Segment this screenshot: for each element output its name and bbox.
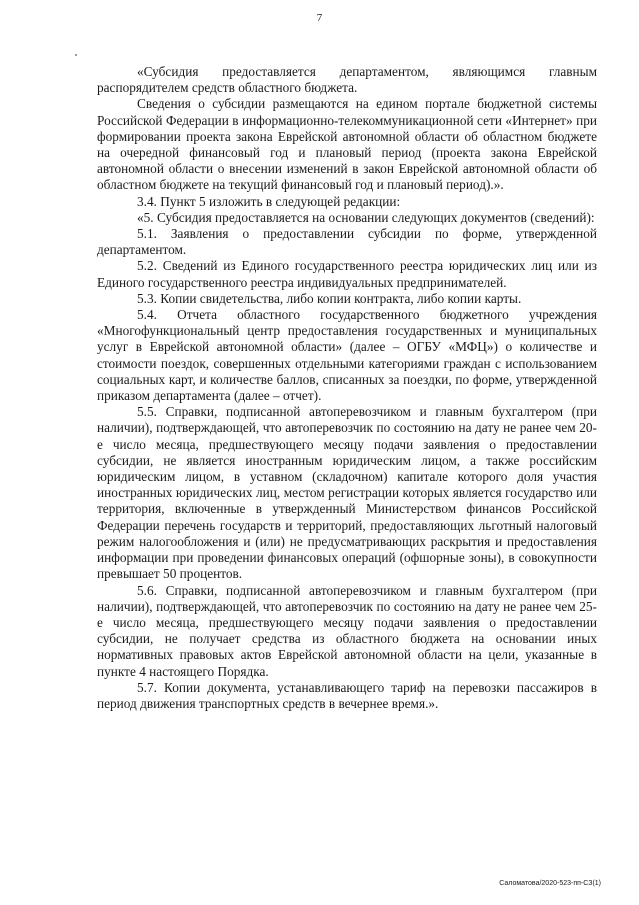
document-body	[97, 64, 597, 712]
paragraph-item-5: «5. Субсидия предоставляется на основании следующих документов (сведений):	[137, 209, 595, 225]
paragraph-item-5-7: 5.7. Копии документа, устанавливающего тариф на перевозки пассажиров в период движения транспортных средств в вечернее время.».	[97, 679, 597, 711]
paragraph-item-5-2: 5.2. Сведений из Единого государственного реестра юридических лиц или из Единого государственного реестра индивидуальных предпринимателей.	[97, 258, 597, 290]
page-number: 7	[316, 12, 323, 24]
paragraph-item-3-4: 3.4. Пункт 5 изложить в следующей редакции:	[137, 193, 401, 209]
paragraph-subsidy-info: Сведения о субсидии размещаются на едином портале бюджетной системы Российской Федерации в информационно-телекоммуникационной сети «Интернет» при формировании проекта закона Еврейской автономной области об областном бюджете на очередной финансовый год и плановый период (проекта закона Еврейской автономной области о внесении изменений в закон Еврейской автономной области об областном бюджете на текущий финансовый год и плановый период).».	[97, 96, 597, 193]
paragraph-item-5-1: 5.1. Заявления о предоставлении субсидии по форме, утвержденной департаментом.	[97, 226, 597, 258]
paragraph-item-5-6: 5.6. Справки, подписанной автоперевозчиком и главным бухгалтером (при наличии), подтверждающей, что автоперевозчик по состоянию на дату не ранее чем 25-е число месяца, предшествующего месяцу подачи заявления о предоставлении субсидии, не получает средства из областного бюджета на основании иных нормативных правовых актов Еврейской автономной области на цели, указанные в пункте 4 настоящего Порядка.	[97, 582, 597, 679]
document-footer-code: Саломатова/2020-523-пп-СЗ(1)	[499, 880, 601, 887]
paragraph-item-5-5: 5.5. Справки, подписанной автоперевозчиком и главным бухгалтером (при наличии), подтверждающей, что автоперевозчик по состоянию на дату не ранее чем 20-е число месяца, предшествующего месяцу подачи заявления о предоставлении субсидии, не является иностранным юридическим лицом, а также российским юридическим лицом, в уставном (складочном) капитале которого доля участия иностранных юридических лиц, местом регистрации которых является государство или территория, включенные в утвержденный Министерством финансов Российской Федерации перечень государств и территорий, предоставляющих льготный налоговый режим налогообложения и (или) не предусматривающих раскрытия и предоставления информации при проведении финансовых операций (офшорные зоны), в совокупности превышает 50 процентов.	[97, 404, 597, 582]
paragraph-subsidy-provider: «Субсидия предоставляется департаментом, являющимся главным распорядителем средств областного бюджета.	[97, 64, 597, 96]
paragraph-item-5-3: 5.3. Копии свидетельства, либо копии контракта, либо копии карты.	[137, 290, 522, 306]
scan-dot	[75, 54, 77, 56]
paragraph-item-5-4: 5.4. Отчета областного государственного бюджетного учреждения «Многофункциональный центр предоставления государственных и муниципальных услуг в Еврейской автономной области» (далее – ОГБУ «МФЦ») о количестве и стоимости поездок, совершенных отдельными категориями граждан с использованием социальных карт, и количестве баллов, списанных за поездки, по форме, утвержденной приказом департамента (далее – отчет).	[97, 307, 597, 404]
